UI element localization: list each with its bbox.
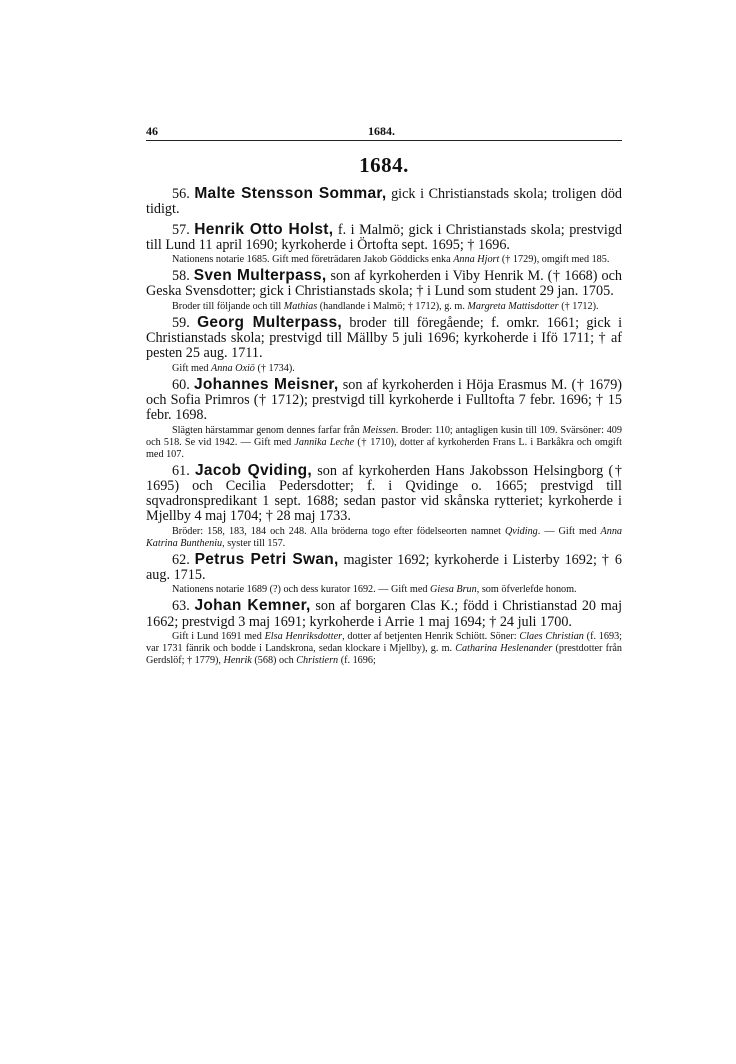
entry-name: Petrus Petri Swan, (194, 550, 339, 568)
page-number: 46 (146, 124, 158, 138)
note-61: Bröder: 158, 183, 184 och 248. Alla bröderna togo efter födelseorten namnet Qviding. — Gift med Anna Katrina Buntheniu, syster till 157. (146, 525, 623, 549)
entry-61: 61. Jacob Qviding, son af kyrkoherden Hans Jakobsson Helsingborg († 1695) och Cecilia Pedersdotter; f. i Qvidinge o. 1665; prestvigd till sqvadronspredikant 1 sept. 1688; sedan pastor vid skånska rytteriet; kyrkoherde i Mjellby 4 maj 1704; † 28 maj 1733. (146, 461, 623, 525)
entry-57: 57. Henrik Otto Holst, f. i Malmö; gick i Christianstads skola; prestvigd till Lund 11 april 1690; kyrkoherde i Örtofta sept. 1695; † 1696. (146, 220, 623, 253)
entry-name: Henrik Otto Holst, (194, 220, 334, 238)
entry-62: 62. Petrus Petri Swan, magister 1692; kyrkoherde i Listerby 1692; † 6 aug. 1715. (146, 550, 622, 584)
entry-63: 63. Johan Kemner, son af borgaren Clas K.; född i Christianstad 20 maj 1662; prestvigd 3 maj 1691; kyrkoherde i Arrie 1 maj 1694; † 24 juli 1700. (146, 597, 623, 630)
entry-name: Johan Kemner, (194, 597, 311, 615)
note-60: Slägten härstammar genom dennes farfar från Meissen. Broder: 110; antagligen kusin till 109. Svärsöner: 409 och 518. Se vid 1942. — Gift med Jannika Leche († 1710), dotter af kyrkoherden Frans L. i Barkåkra och omgift med 107. (146, 424, 622, 460)
entry-name: Georg Multerpass, (197, 313, 343, 331)
running-header (146, 120, 622, 140)
entry-name: Sven Multerpass, (193, 267, 327, 285)
note-59: Gift med Anna Oxiö († 1734). (172, 362, 295, 374)
entry-name: Johannes Meisner, (193, 375, 339, 393)
note-63: Gift i Lund 1691 med Elsa Henriksdotter, dotter af betjenten Henrik Schiött. Söner: Claes Christian (f. 1693; var 1731 fänrik och bodde i Landskrona, sedan klockare i Mjellby), g. m. Catharina Heslenander (prestdotter från Gerdslöf; † 1779), Henrik (568) och Christiern (f. 1696; (146, 630, 622, 666)
entry-59: 59. Georg Multerpass, broder till föregående; f. omkr. 1661; gick i Christianstads skola; prestvigd till Mällby 5 juli 1696; kyrkoherde i Ifö 1711; † af pesten 25 aug. 1711. (146, 313, 623, 362)
chapter-title: 1684. (359, 153, 409, 177)
entry-60: 60. Johannes Meisner, son af kyrkoherden i Höja Erasmus M. († 1679) och Sofia Primros († 1712); prestvigd till kyrkoherde i Fulltofta 7 febr. 1696; † 15 febr. 1698. (146, 375, 623, 424)
note-58: Broder till följande och till Mathias (handlande i Malmö; † 1712), g. m. Margreta Mattisdotter († 1712). (172, 300, 599, 312)
book-page (146, 120, 622, 669)
note-57: Nationens notarie 1685. Gift med företrädaren Jakob Göddicks enka Anna Hjort († 1729), omgift med 185. (172, 254, 610, 266)
entry-56: 56. Malte Stensson Sommar, gick i Christianstads skola; troligen död tidigt. (146, 185, 623, 218)
entry-name: Malte Stensson Sommar, (194, 185, 387, 202)
running-title: 1684. (368, 124, 395, 138)
header-rule (146, 140, 622, 141)
note-62: Nationens notarie 1689 (?) och dess kurator 1692. — Gift med Giesa Brun, som öfverlefde honom. (172, 584, 577, 596)
entry-58: 58. Sven Multerpass, son af kyrkoherden i Viby Henrik M. († 1668) och Geska Svensdotter; gick i Christianstads skola; † i Lund som student 29 jan. 1705. (146, 267, 622, 300)
entry-name: Jacob Qviding, (194, 461, 312, 479)
